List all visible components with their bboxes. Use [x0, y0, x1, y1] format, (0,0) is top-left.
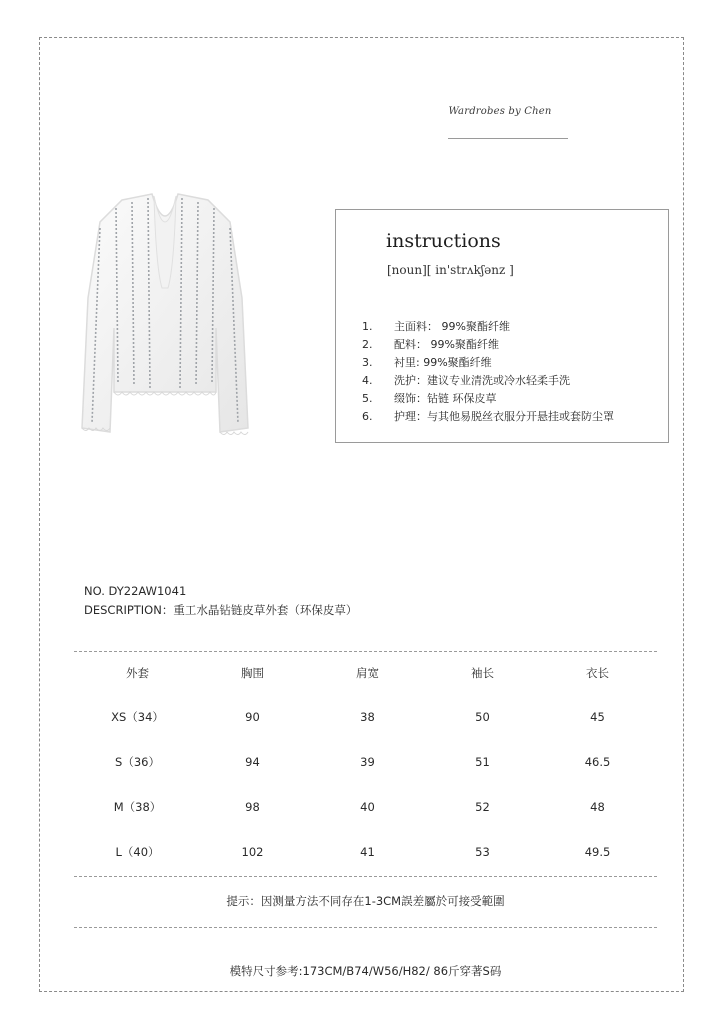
- table-cell: 45: [590, 709, 605, 724]
- column-header: 衣长: [586, 666, 609, 680]
- brand-underline: [448, 138, 568, 139]
- instructions-phonetic: [noun][ in'strʌkʃənz ]: [387, 263, 514, 277]
- product-description: DESCRIPTION：重工水晶钻链皮草外套（环保皮草）: [84, 603, 358, 617]
- instructions-panel: [335, 209, 669, 443]
- instruction-number: 2.: [362, 337, 373, 351]
- table-cell: 90: [245, 709, 260, 724]
- table-cell: 94: [245, 754, 260, 769]
- table-row: [80, 784, 655, 829]
- instructions-title: instructions: [386, 230, 501, 252]
- instruction-text: 衬里: 99%聚酯纤维: [394, 356, 492, 369]
- instruction-number: 3.: [362, 355, 373, 369]
- size-table: [80, 652, 655, 874]
- table-cell: 102: [241, 844, 264, 859]
- table-cell: M（38）: [113, 799, 162, 814]
- instruction-number: 5.: [362, 391, 373, 405]
- instruction-text: 配料： 99%聚酯纤维: [394, 338, 499, 351]
- table-cell: 52: [475, 799, 490, 814]
- column-header: 胸围: [241, 666, 264, 680]
- column-header: 外套: [126, 666, 149, 680]
- table-cell: 50: [475, 709, 490, 724]
- table-cell: L（40）: [115, 844, 160, 859]
- divider: [74, 927, 657, 928]
- instruction-text: 主面料： 99%聚酯纤维: [394, 320, 510, 333]
- table-cell: 53: [475, 844, 490, 859]
- instruction-item: [362, 353, 666, 371]
- model-reference: 模特尺寸参考:173CM/B74/W56/H82/ 86斤穿著S码: [229, 964, 502, 978]
- table-row: [80, 739, 655, 784]
- instruction-text: 洗护：建议专业清洗或冷水轻柔手洗: [394, 374, 570, 387]
- table-cell: 98: [245, 799, 260, 814]
- table-cell: 49.5: [584, 844, 611, 859]
- product-number: NO. DY22AW1041: [84, 584, 187, 598]
- table-cell: 48: [590, 799, 605, 814]
- table-cell: XS（34）: [111, 709, 164, 724]
- product-image: [70, 178, 260, 440]
- table-row: [80, 829, 655, 874]
- instruction-text: 缀饰：钻链 环保皮草: [394, 392, 497, 405]
- table-cell: 38: [360, 709, 375, 724]
- table-cell: S（36）: [115, 754, 160, 769]
- instruction-item: [362, 335, 666, 353]
- table-cell: 40: [360, 799, 375, 814]
- brand-signature: Wardrobes by Chen: [448, 106, 552, 117]
- instruction-item: [362, 407, 666, 425]
- table-cell: 51: [475, 754, 490, 769]
- instruction-number: 4.: [362, 373, 373, 387]
- table-header-row: [80, 652, 655, 694]
- table-row: [80, 694, 655, 739]
- instruction-text: 护理：与其他易脱丝衣服分开悬挂或套防尘罩: [394, 410, 614, 423]
- instruction-item: [362, 389, 666, 407]
- column-header: 袖长: [471, 666, 494, 680]
- table-cell: 41: [360, 844, 375, 859]
- instruction-number: 1.: [362, 319, 373, 333]
- instruction-item: [362, 317, 666, 335]
- instruction-item: [362, 371, 666, 389]
- instructions-list: [362, 317, 666, 425]
- instruction-number: 6.: [362, 409, 373, 423]
- column-header: 肩宽: [356, 666, 379, 680]
- divider: [74, 876, 657, 877]
- measurement-note: 提示：因测量方法不同存在1-3CM誤差屬於可接受範圍: [226, 894, 505, 908]
- table-cell: 39: [360, 754, 375, 769]
- table-cell: 46.5: [584, 754, 611, 769]
